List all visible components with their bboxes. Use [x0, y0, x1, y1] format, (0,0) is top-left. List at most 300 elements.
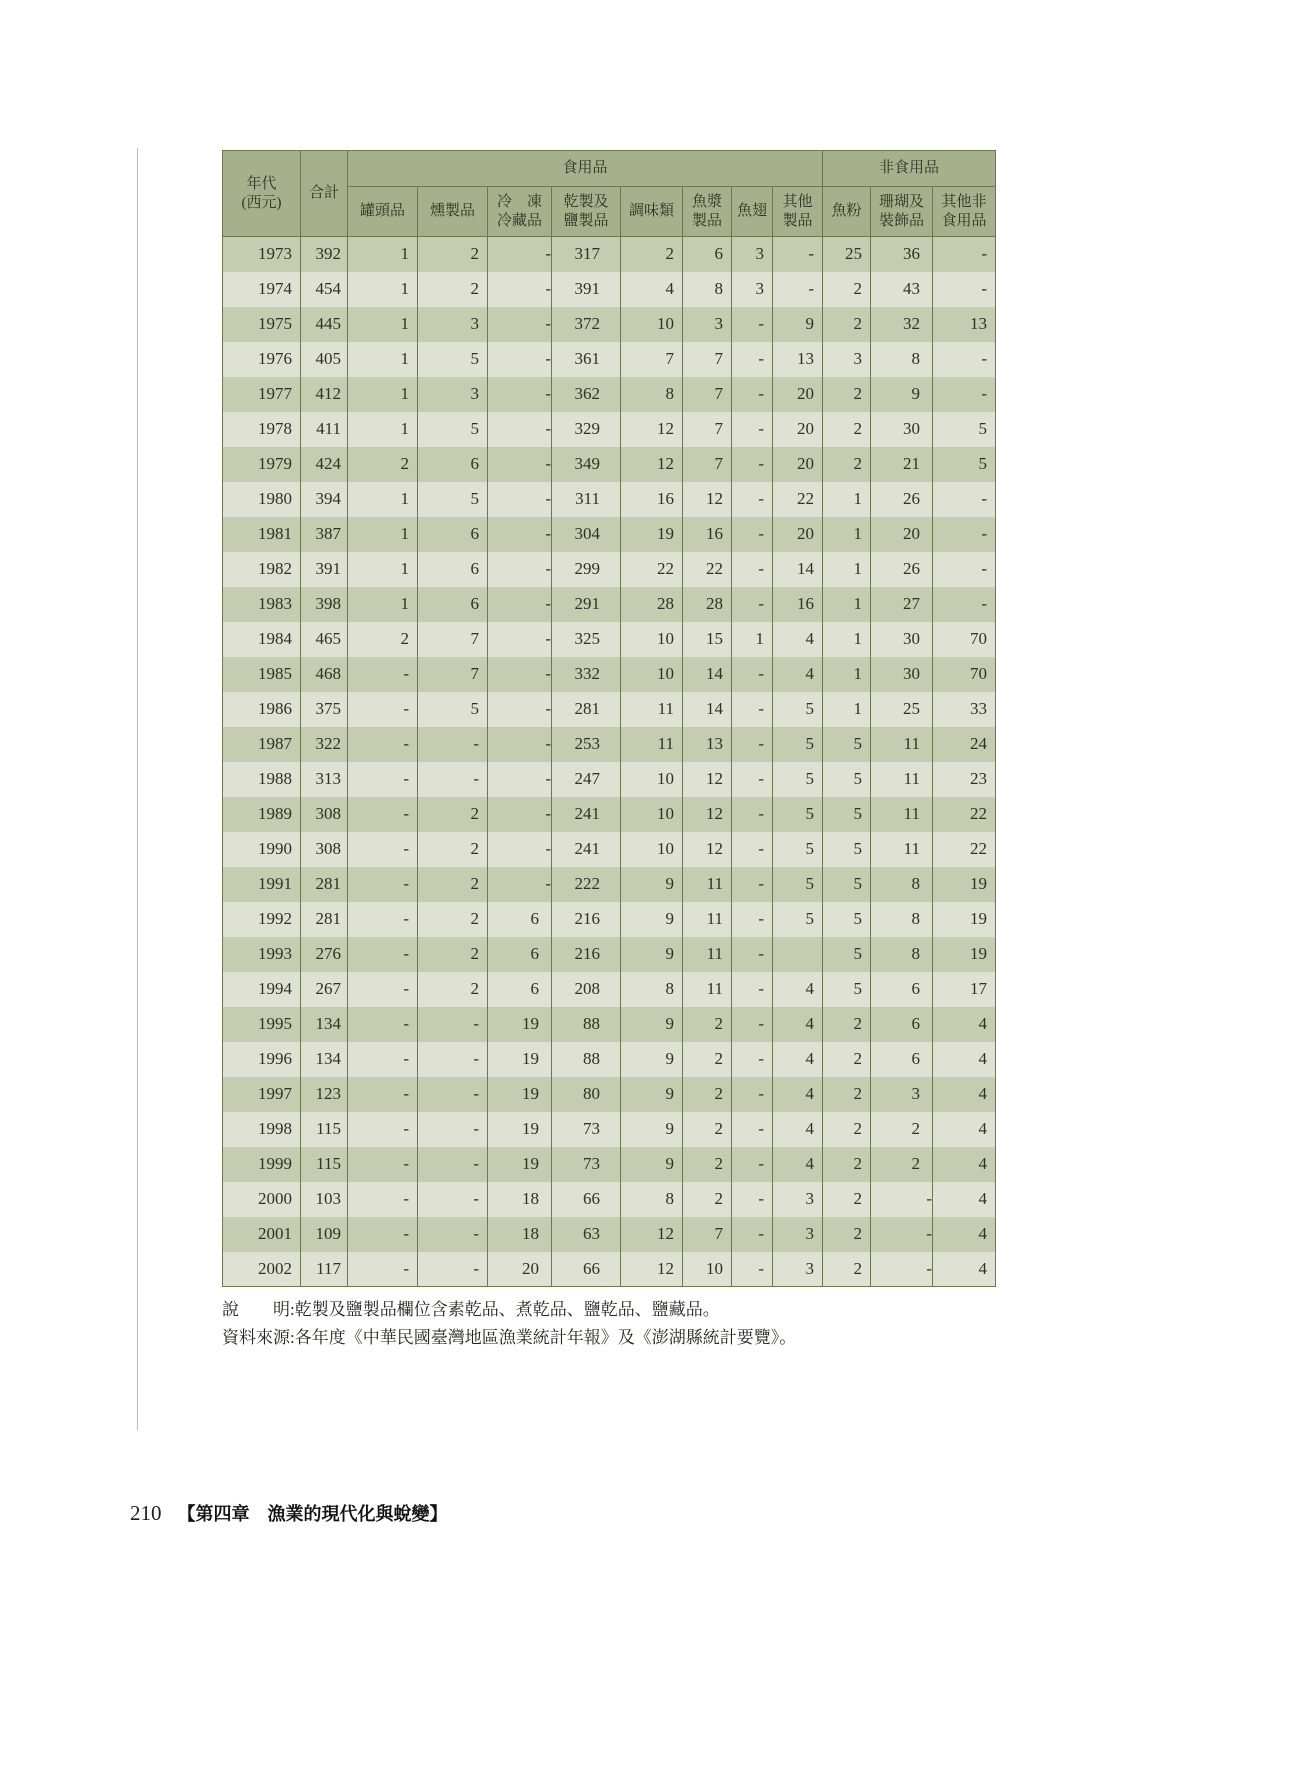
value-cell: - [933, 342, 996, 377]
value-cell: 11 [683, 902, 732, 937]
value-cell: - [732, 552, 773, 587]
value-cell: 3 [773, 1182, 823, 1217]
value-cell: - [732, 1147, 773, 1182]
value-cell: 7 [621, 342, 683, 377]
value-cell: 4 [933, 1182, 996, 1217]
value-cell: 3 [773, 1252, 823, 1287]
value-cell: 247 [552, 762, 621, 797]
value-cell: 1 [823, 622, 871, 657]
value-cell: 445 [301, 307, 348, 342]
value-cell: 2 [823, 272, 871, 307]
value-cell: - [732, 377, 773, 412]
value-cell: - [732, 447, 773, 482]
value-cell: 361 [552, 342, 621, 377]
value-cell: 7 [683, 342, 732, 377]
value-cell: 5 [823, 762, 871, 797]
value-cell: 2 [871, 1112, 933, 1147]
value-cell: 22 [683, 552, 732, 587]
value-cell: 11 [683, 867, 732, 902]
value-cell: 21 [871, 447, 933, 482]
value-cell: 281 [301, 867, 348, 902]
value-cell: 5 [773, 797, 823, 832]
column-header: 冷 凍 冷藏品 [488, 187, 552, 237]
table-row [223, 727, 996, 762]
table-row [223, 657, 996, 692]
table-row [223, 237, 996, 272]
value-cell: 6 [871, 972, 933, 1007]
value-cell: - [732, 1252, 773, 1287]
total-header-label: 合計 [308, 185, 339, 202]
value-cell: 7 [418, 622, 488, 657]
value-cell: 30 [871, 412, 933, 447]
table-row [223, 272, 996, 307]
value-cell: - [732, 692, 773, 727]
value-cell: 2 [348, 622, 418, 657]
value-cell: 9 [621, 902, 683, 937]
value-cell: - [348, 1147, 418, 1182]
value-cell: 11 [621, 692, 683, 727]
value-cell: 63 [552, 1217, 621, 1252]
value-cell: 12 [621, 1217, 683, 1252]
value-cell: - [488, 482, 552, 517]
column-header: 魚粉 [823, 187, 871, 237]
value-cell: - [488, 657, 552, 692]
value-cell: 216 [552, 902, 621, 937]
value-cell: - [732, 1042, 773, 1077]
value-cell: 276 [301, 937, 348, 972]
value-cell: 19 [933, 867, 996, 902]
year-cell: 1982 [223, 552, 301, 587]
value-cell: 398 [301, 587, 348, 622]
value-cell: - [933, 587, 996, 622]
value-cell: 11 [683, 937, 732, 972]
value-cell: - [732, 482, 773, 517]
table-row [223, 342, 996, 377]
food-group-header: 食用品 [348, 151, 823, 187]
value-cell: 12 [683, 762, 732, 797]
value-cell: 2 [871, 1147, 933, 1182]
value-cell: 16 [683, 517, 732, 552]
value-cell: 19 [933, 937, 996, 972]
value-cell: - [732, 762, 773, 797]
value-cell: - [348, 692, 418, 727]
table-row [223, 832, 996, 867]
value-cell: - [488, 867, 552, 902]
value-cell: - [732, 972, 773, 1007]
value-cell: 7 [683, 412, 732, 447]
value-cell: - [488, 692, 552, 727]
value-cell: 30 [871, 622, 933, 657]
value-cell: - [488, 762, 552, 797]
value-cell: - [488, 447, 552, 482]
value-cell: 349 [552, 447, 621, 482]
value-cell: 317 [552, 237, 621, 272]
value-cell: 14 [683, 657, 732, 692]
year-cell: 1991 [223, 867, 301, 902]
value-cell: 10 [621, 762, 683, 797]
value-cell: 5 [823, 797, 871, 832]
value-cell: 10 [621, 307, 683, 342]
value-cell: 2 [823, 1077, 871, 1112]
table-row [223, 1182, 996, 1217]
value-cell: 134 [301, 1042, 348, 1077]
year-column-header [223, 151, 301, 237]
value-cell: - [418, 762, 488, 797]
value-cell: 291 [552, 587, 621, 622]
value-cell: 322 [301, 727, 348, 762]
year-cell: 1989 [223, 797, 301, 832]
value-cell: 394 [301, 482, 348, 517]
table-row [223, 552, 996, 587]
page-number: 210 [130, 1501, 162, 1525]
value-cell: 304 [552, 517, 621, 552]
value-cell: 3 [732, 237, 773, 272]
value-cell: 391 [552, 272, 621, 307]
value-cell: - [871, 1252, 933, 1287]
value-cell: 15 [683, 622, 732, 657]
value-cell: 4 [773, 622, 823, 657]
value-cell: 2 [418, 832, 488, 867]
year-cell: 1981 [223, 517, 301, 552]
year-cell: 1990 [223, 832, 301, 867]
value-cell: 16 [773, 587, 823, 622]
value-cell: - [488, 587, 552, 622]
value-cell: 2 [621, 237, 683, 272]
value-cell: 465 [301, 622, 348, 657]
value-cell: 2 [823, 1112, 871, 1147]
year-cell: 1997 [223, 1077, 301, 1112]
year-cell: 1996 [223, 1042, 301, 1077]
year-cell: 1980 [223, 482, 301, 517]
value-cell: 4 [621, 272, 683, 307]
total-column-header [301, 151, 348, 237]
value-cell: - [348, 1042, 418, 1077]
value-cell: 411 [301, 412, 348, 447]
value-cell: - [732, 657, 773, 692]
value-cell: 5 [933, 447, 996, 482]
value-cell: 5 [773, 832, 823, 867]
value-cell: - [348, 762, 418, 797]
value-cell: - [348, 1252, 418, 1287]
value-cell: 80 [552, 1077, 621, 1112]
value-cell: 7 [418, 657, 488, 692]
value-cell: 88 [552, 1007, 621, 1042]
year-cell: 1999 [223, 1147, 301, 1182]
value-cell: 28 [683, 587, 732, 622]
value-cell: 2 [683, 1112, 732, 1147]
value-cell: 9 [621, 1112, 683, 1147]
value-cell: - [348, 797, 418, 832]
value-cell: 19 [488, 1007, 552, 1042]
year-cell: 1984 [223, 622, 301, 657]
value-cell: 19 [621, 517, 683, 552]
value-cell: 2 [683, 1182, 732, 1217]
table-section [222, 150, 995, 1351]
value-cell: - [732, 1112, 773, 1147]
value-cell: 19 [488, 1147, 552, 1182]
value-cell: 3 [418, 307, 488, 342]
value-cell: 11 [683, 972, 732, 1007]
value-cell: - [732, 517, 773, 552]
value-cell: 405 [301, 342, 348, 377]
table-row [223, 412, 996, 447]
value-cell: - [732, 412, 773, 447]
value-cell: 4 [933, 1252, 996, 1287]
value-cell: 22 [773, 482, 823, 517]
value-cell: - [348, 1077, 418, 1112]
value-cell: 23 [933, 762, 996, 797]
value-cell: 10 [683, 1252, 732, 1287]
year-cell: 2000 [223, 1182, 301, 1217]
value-cell: 6 [488, 902, 552, 937]
value-cell: 8 [871, 342, 933, 377]
value-cell: 1 [823, 657, 871, 692]
value-cell: 3 [871, 1077, 933, 1112]
value-cell: 6 [488, 972, 552, 1007]
year-cell: 1979 [223, 447, 301, 482]
nonfood-group-header: 非食用品 [823, 151, 996, 187]
value-cell: 454 [301, 272, 348, 307]
value-cell: - [732, 1182, 773, 1217]
value-cell: 8 [621, 377, 683, 412]
value-cell: 11 [621, 727, 683, 762]
value-cell: 20 [773, 377, 823, 412]
value-cell: 28 [621, 587, 683, 622]
value-cell: 7 [683, 447, 732, 482]
year-cell: 1995 [223, 1007, 301, 1042]
value-cell: 8 [871, 902, 933, 937]
value-cell: - [488, 272, 552, 307]
value-cell: 5 [823, 937, 871, 972]
value-cell: 2 [823, 1007, 871, 1042]
value-cell: - [488, 517, 552, 552]
value-cell: - [348, 1217, 418, 1252]
value-cell: - [488, 552, 552, 587]
value-cell: 2 [348, 447, 418, 482]
value-cell: 32 [871, 307, 933, 342]
value-cell: 222 [552, 867, 621, 902]
value-cell: - [418, 1042, 488, 1077]
year-cell: 1988 [223, 762, 301, 797]
value-cell: - [732, 307, 773, 342]
value-cell: 1 [823, 552, 871, 587]
value-cell: 2 [823, 1217, 871, 1252]
value-cell: 2 [683, 1042, 732, 1077]
value-cell: 5 [773, 762, 823, 797]
value-cell: 4 [933, 1077, 996, 1112]
value-cell: 2 [683, 1077, 732, 1112]
value-cell: 30 [871, 657, 933, 692]
value-cell: - [348, 902, 418, 937]
column-header: 調味類 [621, 187, 683, 237]
value-cell: 12 [621, 447, 683, 482]
table-row [223, 377, 996, 412]
year-cell: 1993 [223, 937, 301, 972]
value-cell: - [418, 727, 488, 762]
value-cell: 6 [418, 552, 488, 587]
value-cell: 4 [933, 1147, 996, 1182]
value-cell: 241 [552, 797, 621, 832]
value-cell: - [933, 272, 996, 307]
value-cell: - [348, 972, 418, 1007]
value-cell: 24 [933, 727, 996, 762]
year-cell: 1983 [223, 587, 301, 622]
value-cell: 14 [683, 692, 732, 727]
table-row [223, 692, 996, 727]
page-footer [130, 1500, 448, 1526]
value-cell: - [933, 237, 996, 272]
value-cell: 6 [871, 1007, 933, 1042]
value-cell: - [488, 832, 552, 867]
value-cell: 2 [418, 272, 488, 307]
value-cell: - [871, 1217, 933, 1252]
value-cell: 372 [552, 307, 621, 342]
value-cell: 308 [301, 832, 348, 867]
value-cell: 8 [621, 972, 683, 1007]
value-cell: 20 [488, 1252, 552, 1287]
value-cell: 3 [418, 377, 488, 412]
value-cell: 8 [871, 937, 933, 972]
value-cell: 5 [933, 412, 996, 447]
table-row [223, 1112, 996, 1147]
value-cell: 387 [301, 517, 348, 552]
year-cell: 1974 [223, 272, 301, 307]
header-group-row [223, 151, 996, 187]
value-cell: 5 [823, 972, 871, 1007]
table-row [223, 622, 996, 657]
value-cell: 5 [418, 482, 488, 517]
table-row [223, 1217, 996, 1252]
value-cell: 25 [823, 237, 871, 272]
value-cell: 20 [773, 412, 823, 447]
value-cell: - [488, 727, 552, 762]
value-cell: 16 [621, 482, 683, 517]
value-cell: 22 [933, 797, 996, 832]
year-cell: 1985 [223, 657, 301, 692]
value-cell: 10 [621, 797, 683, 832]
year-cell: 1977 [223, 377, 301, 412]
column-header: 珊瑚及 裝飾品 [871, 187, 933, 237]
value-cell: 5 [773, 867, 823, 902]
table-row [223, 902, 996, 937]
value-cell: 6 [418, 587, 488, 622]
value-cell: 4 [933, 1007, 996, 1042]
value-cell: 4 [773, 1112, 823, 1147]
value-cell: - [732, 1077, 773, 1112]
value-cell: 253 [552, 727, 621, 762]
value-cell: 2 [418, 797, 488, 832]
value-cell: - [418, 1182, 488, 1217]
value-cell: 11 [871, 797, 933, 832]
value-cell: 5 [773, 902, 823, 937]
table-row [223, 1147, 996, 1182]
value-cell: 12 [683, 797, 732, 832]
value-cell: 1 [348, 307, 418, 342]
value-cell: 20 [871, 517, 933, 552]
value-cell: 66 [552, 1252, 621, 1287]
value-cell: 22 [621, 552, 683, 587]
value-cell: 123 [301, 1077, 348, 1112]
value-cell: 9 [871, 377, 933, 412]
value-cell: - [732, 832, 773, 867]
table-row [223, 482, 996, 517]
value-cell: 6 [871, 1042, 933, 1077]
value-cell: - [933, 482, 996, 517]
value-cell: 1 [348, 552, 418, 587]
value-cell: 412 [301, 377, 348, 412]
chapter-title: 【第四章 漁業的現代化與蛻變】 [177, 1504, 448, 1524]
value-cell: 12 [621, 1252, 683, 1287]
value-cell: - [773, 272, 823, 307]
table-row [223, 1077, 996, 1112]
value-cell: - [348, 867, 418, 902]
value-cell: 4 [773, 1007, 823, 1042]
table-row [223, 447, 996, 482]
value-cell: 103 [301, 1182, 348, 1217]
value-cell: 22 [933, 832, 996, 867]
table-row [223, 937, 996, 972]
value-cell: 9 [621, 867, 683, 902]
value-cell: 5 [823, 902, 871, 937]
column-header: 其他 製品 [773, 187, 823, 237]
column-header: 罐頭品 [348, 187, 418, 237]
value-cell: 5 [773, 692, 823, 727]
year-cell: 2001 [223, 1217, 301, 1252]
value-cell: - [933, 517, 996, 552]
value-cell: 1 [348, 412, 418, 447]
value-cell: 362 [552, 377, 621, 412]
value-cell: 281 [301, 902, 348, 937]
value-cell: 6 [488, 937, 552, 972]
value-cell: 1 [348, 587, 418, 622]
value-cell: 2 [823, 1147, 871, 1182]
value-cell: 2 [823, 1252, 871, 1287]
value-cell: 25 [871, 692, 933, 727]
value-cell: 424 [301, 447, 348, 482]
value-cell: 33 [933, 692, 996, 727]
value-cell: 36 [871, 237, 933, 272]
value-cell: 9 [621, 937, 683, 972]
value-cell: - [348, 1182, 418, 1217]
value-cell: 267 [301, 972, 348, 1007]
value-cell: 4 [773, 1147, 823, 1182]
value-cell: 43 [871, 272, 933, 307]
table-row [223, 1252, 996, 1287]
column-header: 其他非 食用品 [933, 187, 996, 237]
table-body [223, 237, 996, 1287]
value-cell: 117 [301, 1252, 348, 1287]
value-cell: 1 [823, 692, 871, 727]
value-cell: 20 [773, 447, 823, 482]
value-cell: 11 [871, 762, 933, 797]
value-cell: 12 [683, 832, 732, 867]
value-cell: 8 [621, 1182, 683, 1217]
table-row [223, 587, 996, 622]
column-header: 燻製品 [418, 187, 488, 237]
year-cell: 1973 [223, 237, 301, 272]
value-cell: 3 [683, 307, 732, 342]
value-cell: 1 [823, 482, 871, 517]
year-cell: 1987 [223, 727, 301, 762]
value-cell: - [488, 342, 552, 377]
value-cell: - [732, 727, 773, 762]
value-cell: 2 [683, 1007, 732, 1042]
value-cell: 5 [823, 832, 871, 867]
value-cell: 2 [418, 902, 488, 937]
value-cell: 392 [301, 237, 348, 272]
table-row [223, 1042, 996, 1077]
value-cell: 12 [683, 482, 732, 517]
